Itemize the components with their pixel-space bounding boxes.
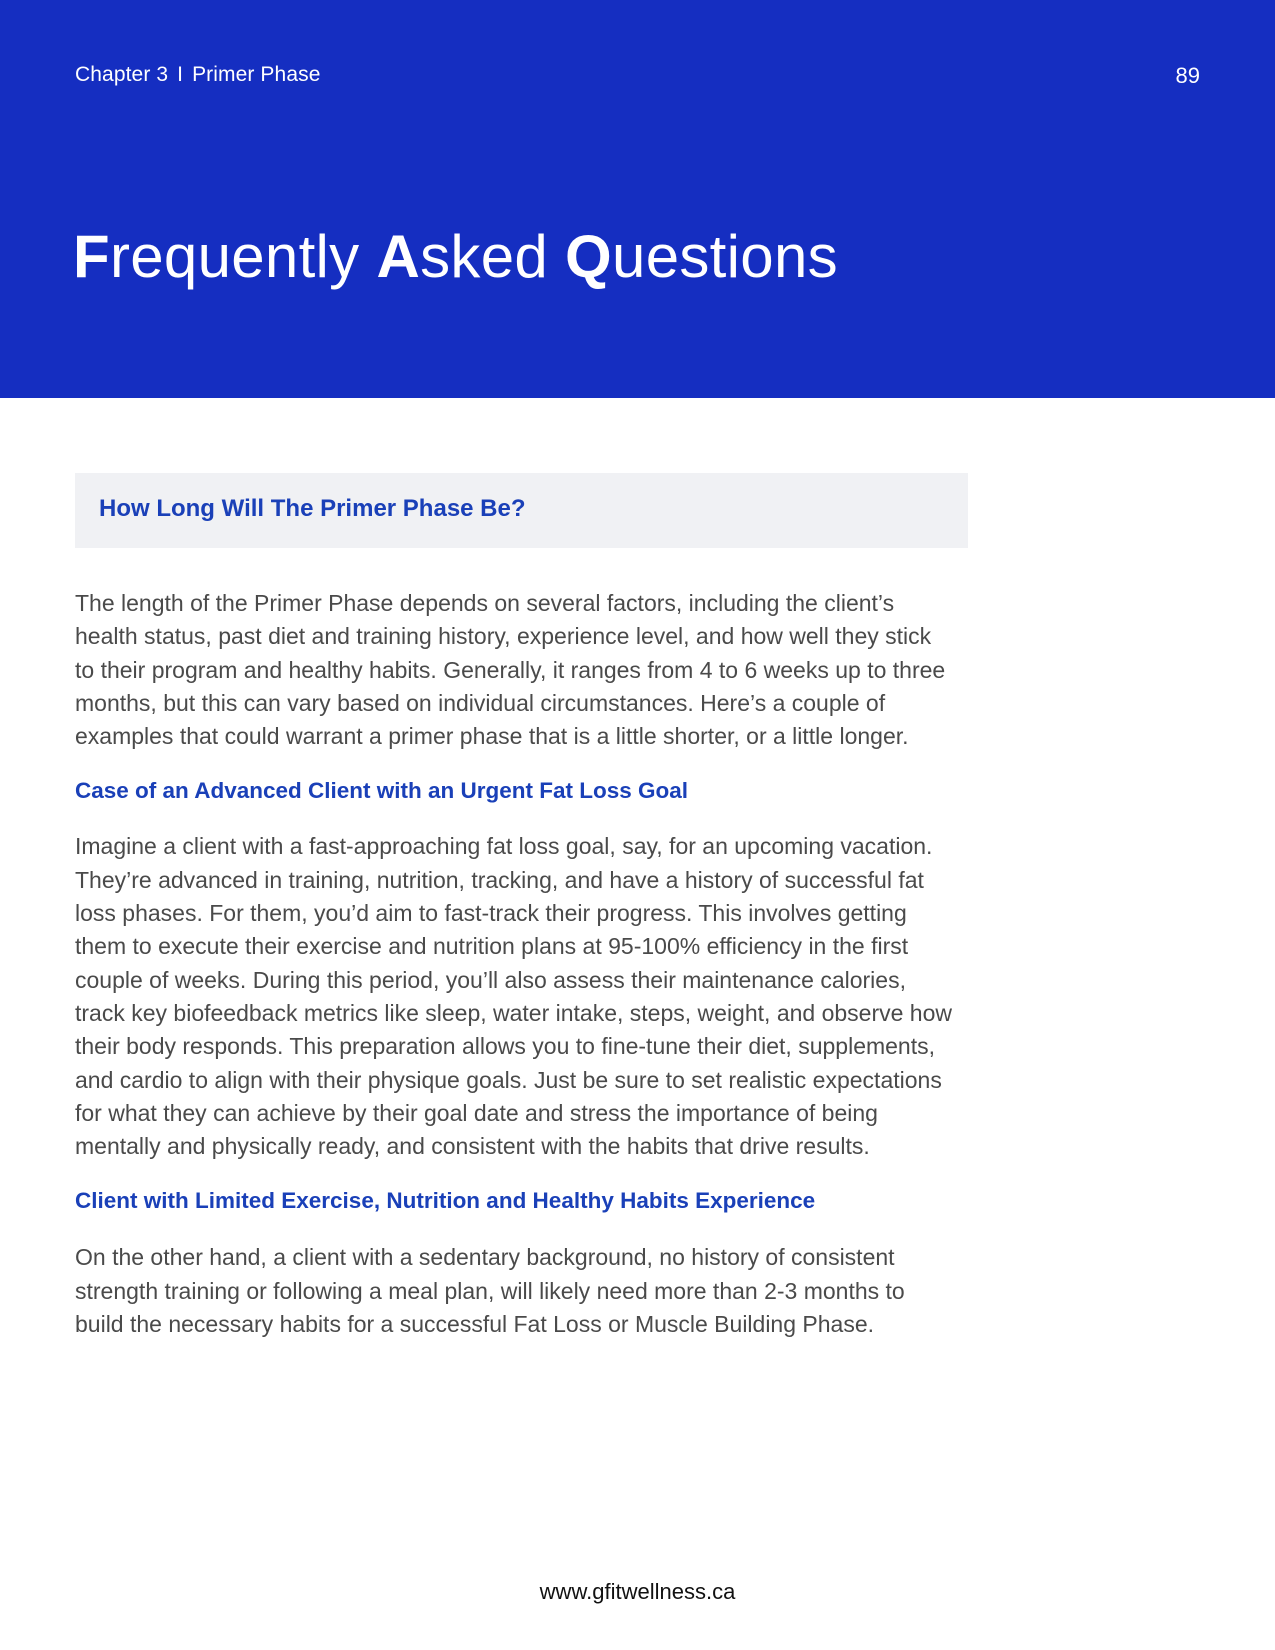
case-heading-advanced: Case of an Advanced Client with an Urgent Fat Loss Goal bbox=[75, 778, 689, 804]
case-body-limited: On the other hand, a client with a sedentary background, no history of consistent strength training or following a meal plan, will likely need more than 2-3 months to build the necessary habits for a successful Fat Loss or Muscle Building Phase. bbox=[75, 1244, 905, 1338]
title-word-rest: requently bbox=[109, 223, 360, 290]
title-initial-a: A bbox=[376, 223, 421, 290]
title-initial-f: F bbox=[73, 223, 110, 290]
intro-paragraph: The length of the Primer Phase depends on several factors, including the client’s health status, past diet and training history, experience level, and how well they stick to their program and healthy habits. Generally, it ranges from 4 to 6 weeks up to three months, but this can vary based on individual circumstances. Here’s a couple of examples that could warrant a primer phase that is a little shorter, or a little longer. bbox=[75, 590, 946, 750]
section-label: Primer Phase bbox=[192, 63, 321, 86]
title-initial-q: Q bbox=[565, 223, 613, 290]
page-number: 89 bbox=[1175, 63, 1200, 88]
title-word-rest: uestions bbox=[612, 223, 838, 290]
chapter-label: Chapter 3 bbox=[75, 63, 169, 86]
case-body-advanced: Imagine a client with a fast-approaching fat loss goal, say, for an upcoming vacation. They’re advanced in training, nutrition, tracking, and have a history of successful fat loss phases. For them, you’d aim to fast-track their progress. This involves getting them to execute their exercise and nutrition plans at 95-100% efficiency in the first couple of weeks. During this period, you’ll also assess their maintenance calories, track key biofeedback metrics like sleep, water intake, steps, weight, and observe how their body responds. This preparation allows you to fine-tune their diet, supplements, and cardio to align with their physique goals. Just be sure to set realistic expectations for what they can achieve by their goal date and stress the importance of being mentally and physically ready, and consistent with the habits that drive results. bbox=[75, 833, 952, 1160]
footer-website: www.gfitwellness.ca bbox=[539, 1579, 736, 1604]
question-title: How Long Will The Primer Phase Be? bbox=[99, 495, 526, 522]
running-header bbox=[75, 63, 320, 87]
header-banner bbox=[0, 0, 1275, 398]
title-word-rest: sked bbox=[420, 223, 549, 290]
case-heading-limited: Client with Limited Exercise, Nutrition and Healthy Habits Experience bbox=[75, 1188, 816, 1214]
faq-content bbox=[75, 473, 968, 1341]
question-box bbox=[75, 473, 968, 548]
header-separator: I bbox=[177, 63, 184, 86]
page-title bbox=[73, 222, 838, 291]
